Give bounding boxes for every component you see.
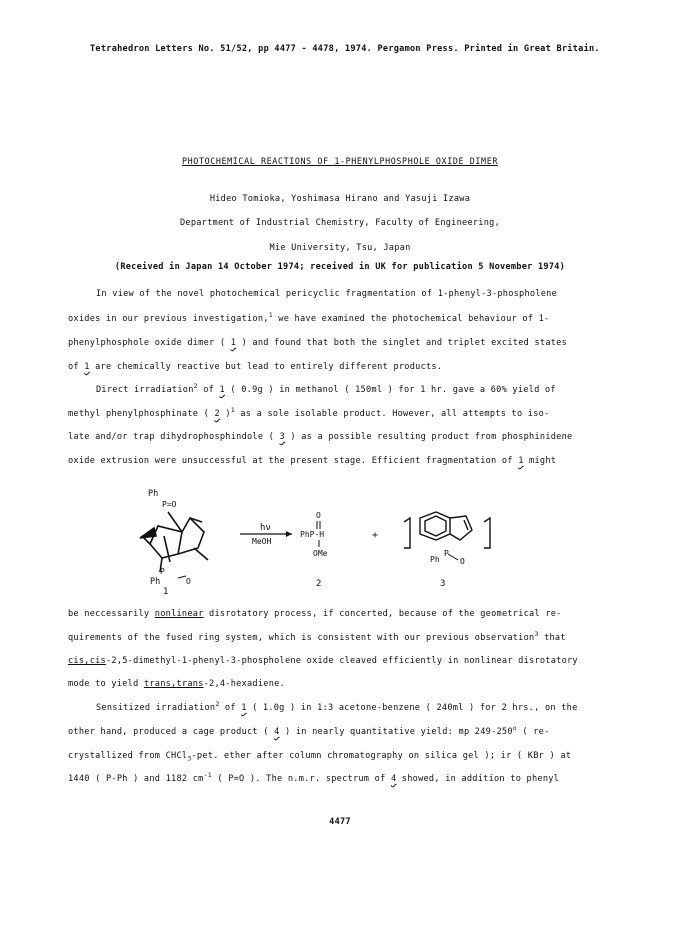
- body-line: quirements of the fused ring system, which is consistent with our previous observation$^3$ that: [68, 630, 566, 643]
- product2-methoxy: OMe: [313, 549, 328, 558]
- product3-structure: [404, 512, 490, 548]
- footnote-ref: 3: [534, 630, 539, 639]
- footnote-ref: 2: [193, 382, 198, 391]
- authors: Hideo Tomioka, Yoshimasa Hirano and Yasuji Izawa: [209, 194, 471, 204]
- reactant-structure-1: [140, 512, 208, 572]
- reactant-bottom-p-label: P: [160, 567, 165, 576]
- body-line: be neccessarily nonlinear disrotatory process, if concerted, because of the geometrical re-: [68, 609, 562, 619]
- product3-o-label: O: [460, 557, 465, 566]
- product3-p-label: P: [444, 549, 449, 558]
- reactant-bottom-ph-label: Ph: [150, 577, 161, 587]
- body-line: phenylphosphole oxide dimer ( 1 ) and found that both the singlet and triplet excited states: [68, 338, 568, 348]
- reaction-scheme: [120, 478, 560, 598]
- compound-ref: 1: [230, 338, 237, 348]
- journal-header: Tetrahedron Letters No. 51/52, pp 4477 - 4478, 1974. Pergamon Press. Printed in Great Britain.: [90, 44, 600, 54]
- compound-ref: 3: [279, 432, 285, 442]
- compound-ref: 1: [84, 362, 90, 372]
- body-line: other hand, produced a cage product ( 4 ) in nearly quantitative yield: mp 249-250$^o$ ( re-: [68, 724, 550, 737]
- compound-ref: 4: [274, 727, 280, 737]
- footnote-ref: 1: [268, 311, 273, 320]
- reactant-bottom-o-label: O: [186, 577, 191, 586]
- body-line: oxides in our previous investigation,$^1$ we have examined the photochemical behaviour of 1-: [68, 311, 550, 324]
- plus-sign: +: [372, 530, 379, 541]
- body-line: of 1 are chemically reactive but lead to entirely different products.: [68, 362, 443, 372]
- compound-ref: 1: [518, 456, 524, 466]
- paper-title: PHOTOCHEMICAL REACTIONS OF 1-PHENYLPHOSPHOLE OXIDE DIMER: [182, 156, 498, 166]
- compound-ref: 1: [219, 385, 225, 395]
- product2-formula: PhP-H: [300, 530, 325, 539]
- body-line: late and/or trap dihydrophosphindole ( 3 ) as a possible resulting product from phosphinidene: [68, 432, 573, 442]
- address: Mie University, Tsu, Japan: [269, 243, 411, 253]
- body-line: 1440 ( P-Ph ) and 1182 $cm^{-1}$ ( P=O ). The n.m.r. spectrum of 4 showed, in addition to phenyl: [68, 771, 560, 784]
- product3-ph-label: Ph: [430, 555, 440, 564]
- reactant-top-ph-label: Ph: [148, 489, 159, 499]
- compound-ref: 1: [241, 703, 247, 713]
- body-line: cis,cis-2,5-dimethyl-1-phenyl-3-phospholene oxide cleaved efficiently in nonlinear disrotatory: [68, 656, 578, 666]
- footnote-ref: 1: [230, 406, 235, 415]
- received-dates: (Received in Japan 14 October 1974; received in UK for publication 5 November 1974): [114, 262, 566, 272]
- arrow-condition-light: hν: [260, 523, 271, 533]
- body-line: oxide extrusion were unsuccessful at the present stage. Efficient fragmentation of 1 might: [68, 456, 557, 466]
- body-line: Sensitized irradiation$^2$ of 1 ( 1.0g ) in 1:3 acetone-benzene ( 240ml ) for 2 hrs., on the: [96, 700, 578, 713]
- compound-ref: 2: [214, 409, 220, 419]
- body-line: methyl phenylphosphinate ( 2 )$^1$ as a sole isolable product. However, all attempts to iso-: [68, 406, 550, 419]
- body-line: crystallized from CHCl$_3$-pet. ether after column chromatography on silica gel ); ir ( KBr ) at: [68, 751, 572, 763]
- compound-ref: 4: [390, 774, 397, 784]
- reactant-top-po-label: P=O: [162, 500, 177, 509]
- product2-oxygen: O: [316, 511, 321, 520]
- arrow-head: [286, 531, 292, 537]
- compound-label-2: 2: [316, 579, 322, 589]
- body-line: Direct irradiation$^2$ of 1 ( 0.9g ) in methanol ( 150ml ) for 1 hr. gave a 60% yield of: [96, 382, 556, 395]
- arrow-condition-solvent: MeOH: [252, 537, 272, 546]
- compound-label-1: 1: [163, 587, 169, 597]
- footnote-ref: 2: [215, 700, 220, 709]
- affiliation: Department of Industrial Chemistry, Faculty of Engineering,: [179, 218, 500, 228]
- page-number: 4477: [329, 817, 351, 827]
- compound-label-3: 3: [440, 579, 446, 589]
- body-line: mode to yield trans,trans-2,4-hexadiene.: [68, 679, 285, 689]
- body-line: In view of the novel photochemical pericyclic fragmentation of 1-phenyl-3-phospholene: [96, 289, 558, 299]
